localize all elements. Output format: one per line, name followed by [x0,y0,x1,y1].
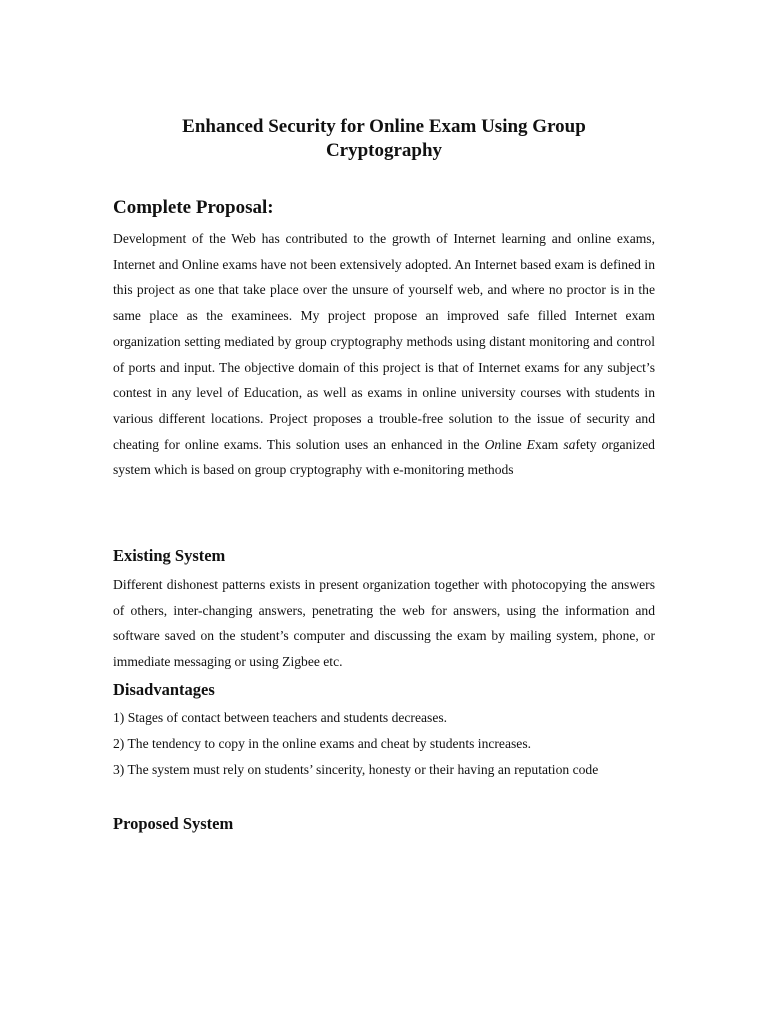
existing-system-heading: Existing System [113,546,226,565]
title-line-2: Cryptography [325,140,443,161]
proposal-ital-on: On [484,436,502,452]
existing-system-paragraph: Different dishonest patterns exists in present organization together with photocopying the answers of others, inter-changing answers, penetrating the web for answers, using the information and software saved on the student’s computer and discussing the exam by mailing system, phone, or immediate messaging or using Zigbee etc. [113,577,655,669]
proposal-text-xam: xam [534,436,564,452]
proposal-ital-o: o [601,436,609,452]
disadvantages-heading: Disadvantages [113,680,215,699]
proposed-system-heading: Proposed System [113,814,234,833]
proposal-text-part1: Development of the Web has contributed to the growth of Internet learning and online exams, Internet and Online exams have not been extensively adopted. An Internet based exam is defined in this project as one that take place over the unsure of yourself web, and where no proctor is in the same place as the examinees. My project propose an improved safe filled Internet exam organization setting mediated by group cryptography methods using distant monitoring and control of ports and input. The objective domain of this project is that of Internet exams for any subject’s contest in any level of Education, as well as exams in online university courses with students in various different locations. Project proposes a trouble-free solution to the issue of security and cheating for online exams. This solution uses an enhanced in the [113,231,655,452]
proposal-text-line: line [501,436,527,452]
document-title [113,115,655,163]
proposal-ital-sa: sa [563,436,576,452]
disadvantage-item-2: 2) The tendency to copy in the online exams and cheat by students increases. [113,736,532,751]
proposal-ital-e: E [526,436,535,452]
proposal-text-part2: rganized system which is based on group cryptography with e-monitoring methods [113,436,655,478]
complete-proposal-heading: Complete Proposal: [113,197,274,218]
disadvantage-item-3: 3) The system must rely on students’ sincerity, honesty or their having an reputation code [113,762,599,777]
proposal-text-fety: fety [575,436,602,452]
disadvantage-item-1: 1) Stages of contact between teachers and students decreases. [113,710,448,725]
title-line-1: Enhanced Security for Online Exam Using Group [182,116,586,137]
complete-proposal-paragraph [113,226,655,483]
